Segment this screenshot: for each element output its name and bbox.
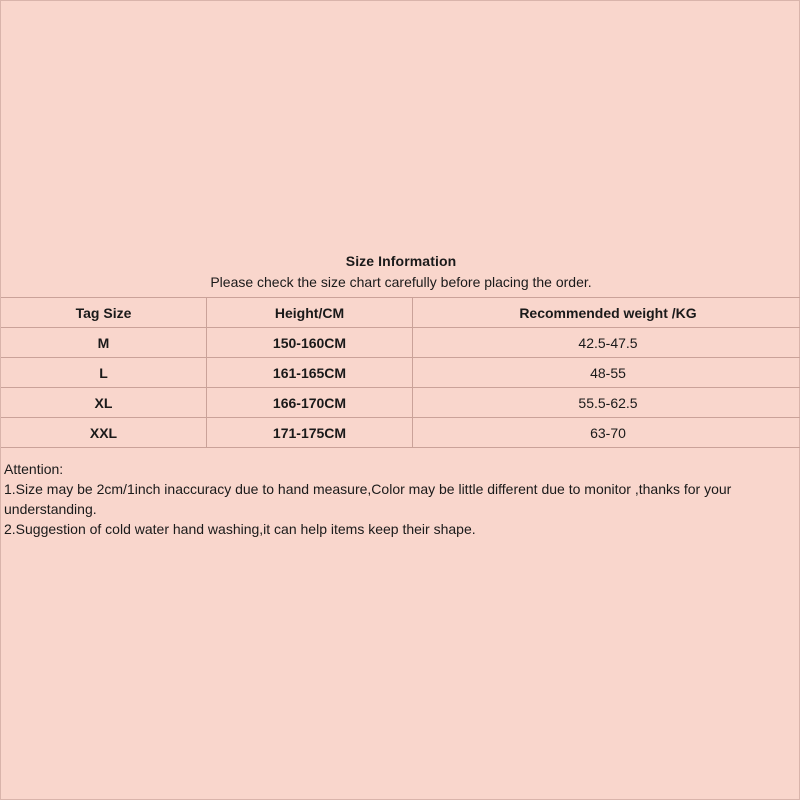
size-chart-table — [1, 297, 800, 448]
attention-line-2: 2.Suggestion of cold water hand washing,it can help items keep their shape. — [4, 520, 476, 537]
cell-tag-size: XL — [1, 388, 207, 418]
table-row — [1, 328, 800, 358]
cell-weight: 48-55 — [413, 358, 800, 388]
cell-height: 166-170CM — [207, 388, 413, 418]
page-subtitle: Please check the size chart carefully before placing the order. — [210, 274, 592, 290]
cell-height: 161-165CM — [207, 358, 413, 388]
table-header-row — [1, 298, 800, 328]
table-row — [1, 418, 800, 448]
attention-line-1: 1.Size may be 2cm/1inch inaccuracy due to hand measure,Color may be little different due to monitor ,thanks for your understanding. — [4, 480, 732, 517]
size-information-sheet — [1, 250, 800, 540]
cell-tag-size: XXL — [1, 418, 207, 448]
table-row — [1, 388, 800, 418]
attention-heading: Attention: — [4, 461, 64, 477]
attention-section — [1, 448, 800, 540]
column-header-tag-size: Tag Size — [1, 298, 207, 328]
cell-weight: 55.5-62.5 — [413, 388, 800, 418]
cell-weight: 63-70 — [413, 418, 800, 448]
column-header-height: Height/CM — [207, 298, 413, 328]
table-row — [1, 358, 800, 388]
cell-tag-size: M — [1, 328, 207, 358]
cell-height: 150-160CM — [207, 328, 413, 358]
cell-tag-size: L — [1, 358, 207, 388]
cell-height: 171-175CM — [207, 418, 413, 448]
page-title: Size Information — [345, 253, 457, 269]
cell-weight: 42.5-47.5 — [413, 328, 800, 358]
column-header-weight: Recommended weight /KG — [413, 298, 800, 328]
